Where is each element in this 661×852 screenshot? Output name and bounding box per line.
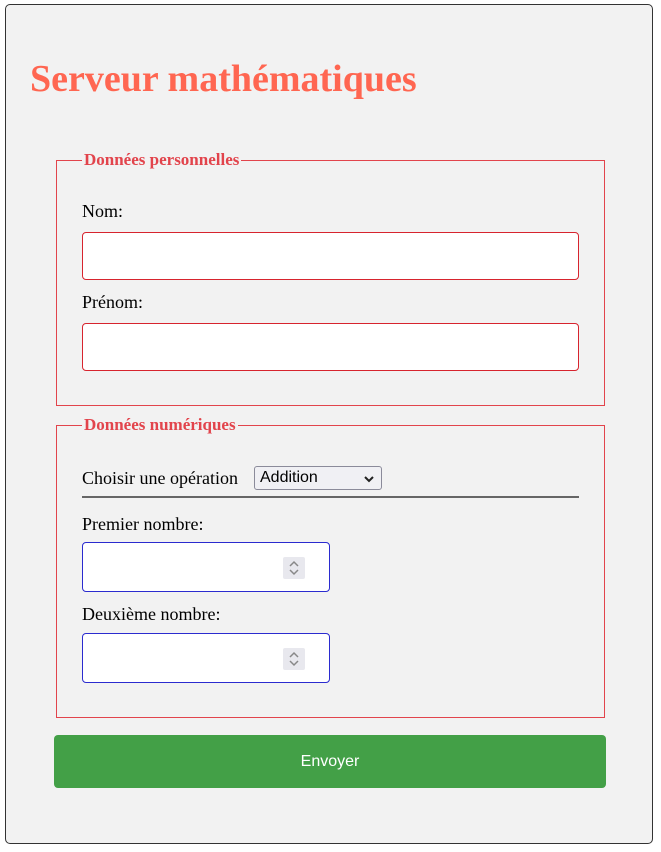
page-title: Serveur mathématiques [30,58,417,100]
nom-label: Nom: [82,201,124,221]
premier-nombre-input[interactable] [82,542,330,592]
form-container [5,4,653,844]
spinner-arrows-icon[interactable] [283,557,305,579]
spinner-arrows-icon[interactable] [283,648,305,670]
deuxieme-nombre-input[interactable] [82,633,330,683]
operation-label: Choisir une opération [82,468,238,488]
operation-select-value: Addition [260,469,318,486]
prenom-input[interactable] [82,323,579,371]
operation-select[interactable] [254,466,382,490]
numeric-data-legend: Données numériques [84,415,236,434]
personal-data-legend: Données personnelles [84,150,240,169]
deuxieme-nombre-label: Deuxième nombre: [82,604,221,624]
numeric-data-fieldset [56,415,605,718]
premier-nombre-label: Premier nombre: [82,514,204,534]
separator-line [82,496,579,498]
prenom-label: Prénom: [82,292,143,312]
nom-input[interactable] [82,232,579,280]
personal-data-fieldset [56,150,605,406]
submit-button[interactable]: Envoyer [54,735,606,788]
chevron-down-icon [363,471,375,493]
